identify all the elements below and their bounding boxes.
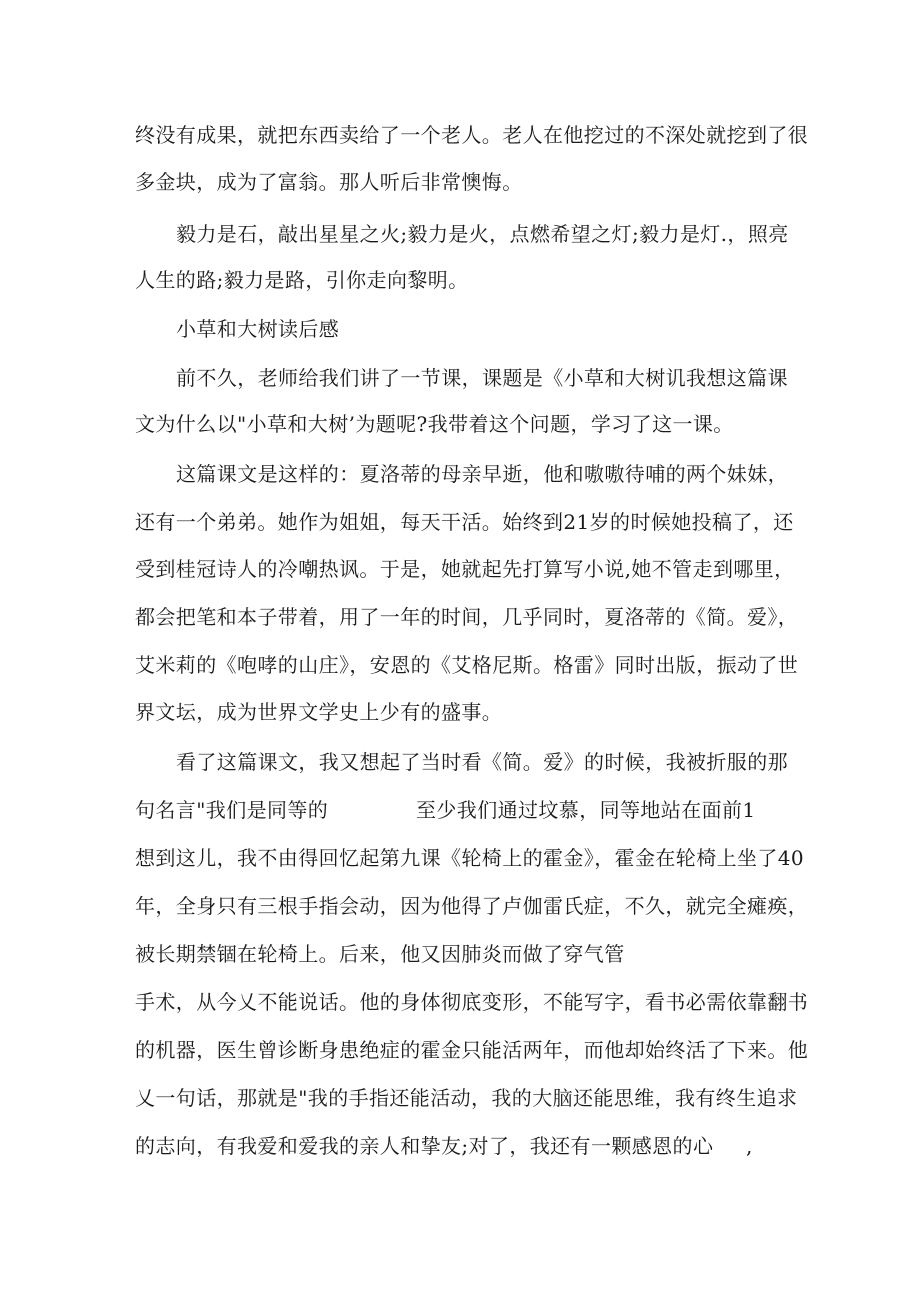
text-line: 毅力是石，敲出星星之火;毅力是火，点燃希望之灯;毅力是灯.，照亮 (176, 222, 789, 246)
section-heading: 小草和大树读后感 (176, 317, 340, 341)
text-line: 都会把笔和本子带着，用了一年的时间，几乎同时，夏洛蒂的《简。爱》， (135, 605, 799, 629)
text-line: 这篇课文是这样的：夏洛蒂的母亲早逝，他和嗷嗷待哺的两个妹妹， (176, 462, 788, 486)
text-line: 乂一句话，那就是"我的手指还能活动，我的大脑还能思维，我有终生追求 (135, 1086, 798, 1110)
text-line: 多金块，成为了富翁。那人听后非常懊悔。 (135, 170, 523, 194)
text-line: 年，全身只有三根手指会动，因为他得了卢伽雷氏症，不久，就完全瘫痪， (135, 894, 809, 918)
text-line: 文为什么以"小草和大树’为题呢?我带着这个问题，学习了这一课。 (135, 412, 734, 436)
text-line: 的机器，医生曾诊断身患绝症的霍金只能活两年，而他却始终活了下来。他 (135, 1038, 809, 1062)
text-line: 的志向，有我爱和爱我的亲人和挚友;对了，我还有一颗感恩的心 (135, 1134, 714, 1158)
text-line: 看了这篇课文，我又想起了当时看《简。爱》的时候，我被折服的那 (176, 750, 788, 774)
text-line: 手术，从今乂不能说话。他的身体彻底变形，不能写字，看书必需依靠翻书 (135, 990, 809, 1014)
text-line: 前不久，老师给我们讲了一节课，课题是《小草和大树讥我想这篇课 (176, 366, 788, 390)
text-line: 人生的路;毅力是路，引你走向黎明。 (135, 268, 469, 292)
text-line: 想到这儿，我不由得回忆起第九课《轮椅上的霍金》，霍金在轮椅上坐了40 (135, 846, 805, 870)
text-line: 终没有成果，就把东西卖给了一个老人。老人在他挖过的不深处就挖到了很 (135, 123, 809, 147)
text-line: 还有一个弟弟。她作为姐姐，每天干活。始终到21岁的时候她投稿了，还 (135, 510, 794, 534)
text-line: 受到桂冠诗人的冷嘲热讽。于是，她就起先打算写小说,她不管走到哪里， (135, 557, 795, 581)
text-line: 至少我们通过坟慕，同等地站在面前1 (416, 798, 756, 822)
text-line: 被长期禁锢在轮椅上。后来，他又因肺炎而做了穿气管 (135, 942, 625, 966)
text-line: 艾米莉的《咆哮的山庄》，安恩的《艾格尼斯。格雷》同时出版，振动了世 (135, 653, 799, 677)
trailing-comma: , (746, 1134, 753, 1158)
text-line: 句名言"我们是同等的 (135, 798, 329, 822)
text-line: 界文坛，成为世界文学史上少有的盛事。 (135, 700, 503, 724)
